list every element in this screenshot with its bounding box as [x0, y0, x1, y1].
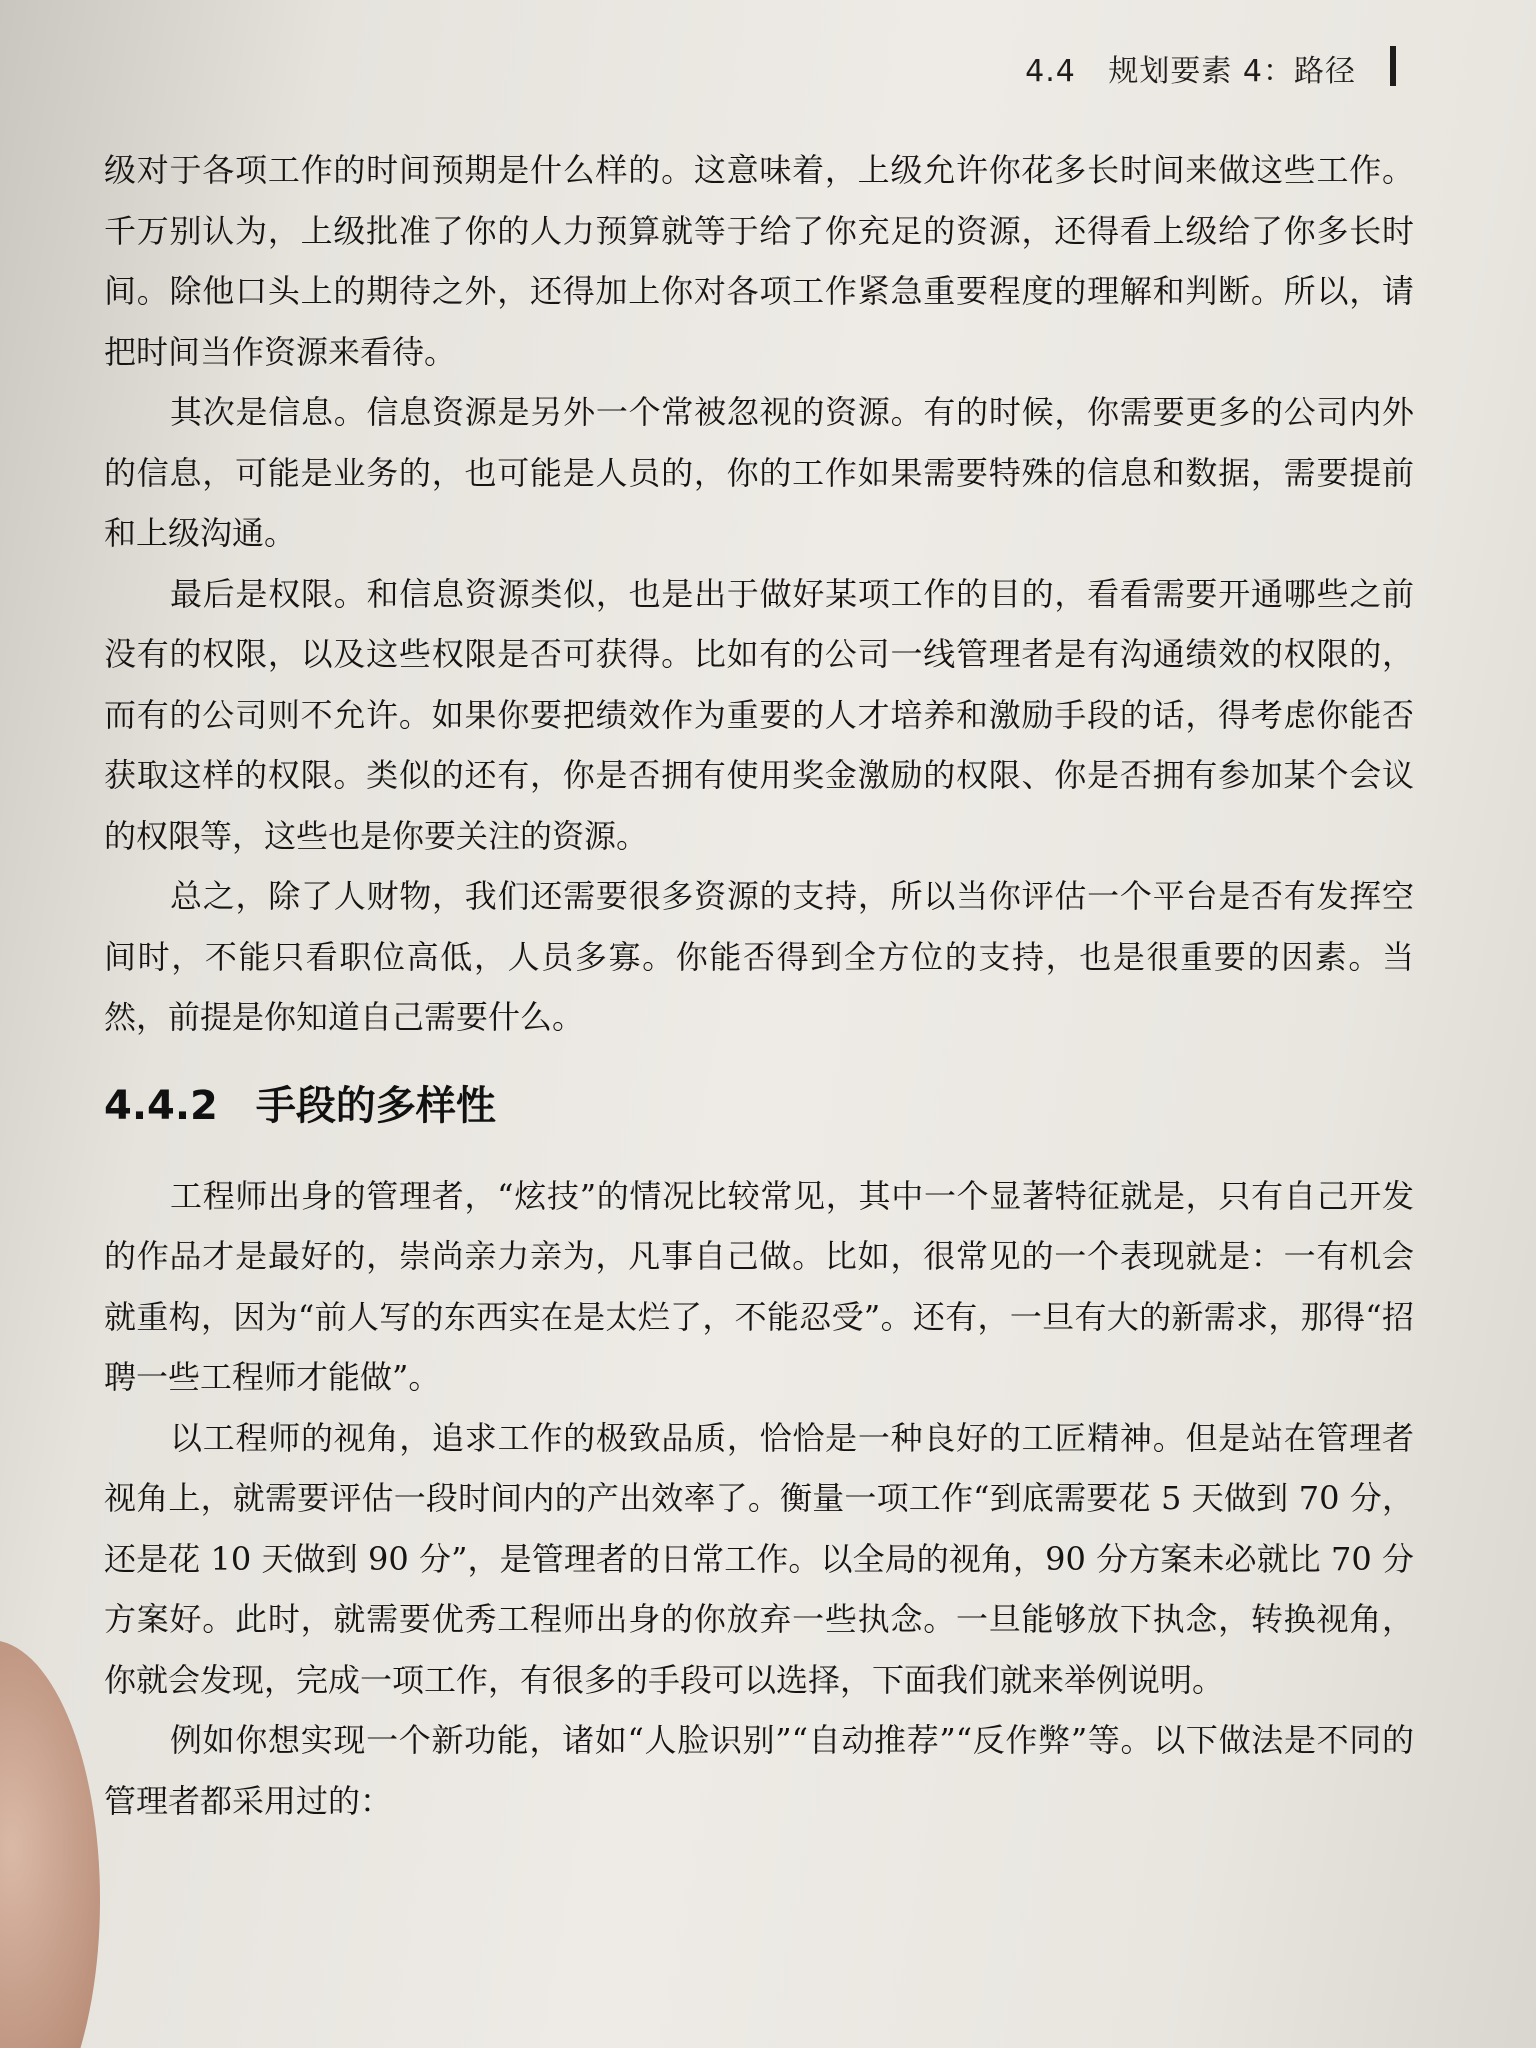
running-head-section: 4.4: [1025, 54, 1076, 89]
running-head-bar: [1390, 46, 1396, 86]
section-number: 4.4.2: [104, 1082, 218, 1129]
section-title: 手段的多样性: [255, 1082, 496, 1129]
section-heading: [104, 1076, 1414, 1136]
thumb-shadow: [0, 1640, 100, 2048]
paragraph: 最后是权限。和信息资源类似，也是出于做好某项工作的目的，看看需要开通哪些之前没有的权限，以及这些权限是否可获得。比如有的公司一线管理者是有沟通绩效的权限的，而有的公司则不允许。如果你要把绩效作为重要的人才培养和激励手段的话，得考虑你能否获取这样的权限。类似的还有，你是否拥有使用奖金激励的权限、你是否拥有参加某个会议的权限等，这些也是你要关注的资源。: [104, 574, 1414, 855]
paragraph: 例如你想实现一个新功能，诸如“人脸识别”“自动推荐”“反作弊”等。以下做法是不同的管理者都采用过的：: [104, 1721, 1414, 1820]
page-body: [104, 140, 1414, 1831]
paragraph: 工程师出身的管理者，“炫技”的情况比较常见，其中一个显著特征就是，只有自己开发的作品才是最好的，崇尚亲力亲为，凡事自己做。比如，很常见的一个表现就是：一有机会就重构，因为“前人写的东西实在是太烂了，不能忍受”。还有，一旦有大的新需求，那得“招聘一些工程师才能做”。: [104, 1176, 1414, 1396]
running-head-title: 规划要素 4：路径: [1108, 54, 1356, 89]
paragraph: 总之，除了人财物，我们还需要很多资源的支持，所以当你评估一个平台是否有发挥空间时，不能只看职位高低，人员多寡。你能否得到全方位的支持，也是很重要的因素。当然，前提是你知道自己需要什么。: [104, 877, 1414, 1036]
running-head: [1025, 46, 1356, 90]
paragraph: 级对于各项工作的时间预期是什么样的。这意味着，上级允许你花多长时间来做这些工作。千万别认为，上级批准了你的人力预算就等于给了你充足的资源，还得看上级给了你多长时间。除他口头上的期待之外，还得加上你对各项工作紧急重要程度的理解和判断。所以，请把时间当作资源来看待。: [104, 151, 1414, 371]
paragraph: 其次是信息。信息资源是另外一个常被忽视的资源。有的时候，你需要更多的公司内外的信息，可能是业务的，也可能是人员的，你的工作如果需要特殊的信息和数据，需要提前和上级沟通。: [104, 393, 1414, 552]
paragraph: 以工程师的视角，追求工作的极致品质，恰恰是一种良好的工匠精神。但是站在管理者视角上，就需要评估一段时间内的产出效率了。衡量一项工作“到底需要花 5 天做到 70 分，还是花 10 天做到 90 分”，是管理者的日常工作。以全局的视角，90 分方案未必就比 70 分方案好。此时，就需要优秀工程师出身的你放弃一些执念。一旦能够放下执念，转换视角，你就会发现，完成一项工作，有很多的手段可以选择，下面我们就来举例说明。: [104, 1418, 1414, 1699]
